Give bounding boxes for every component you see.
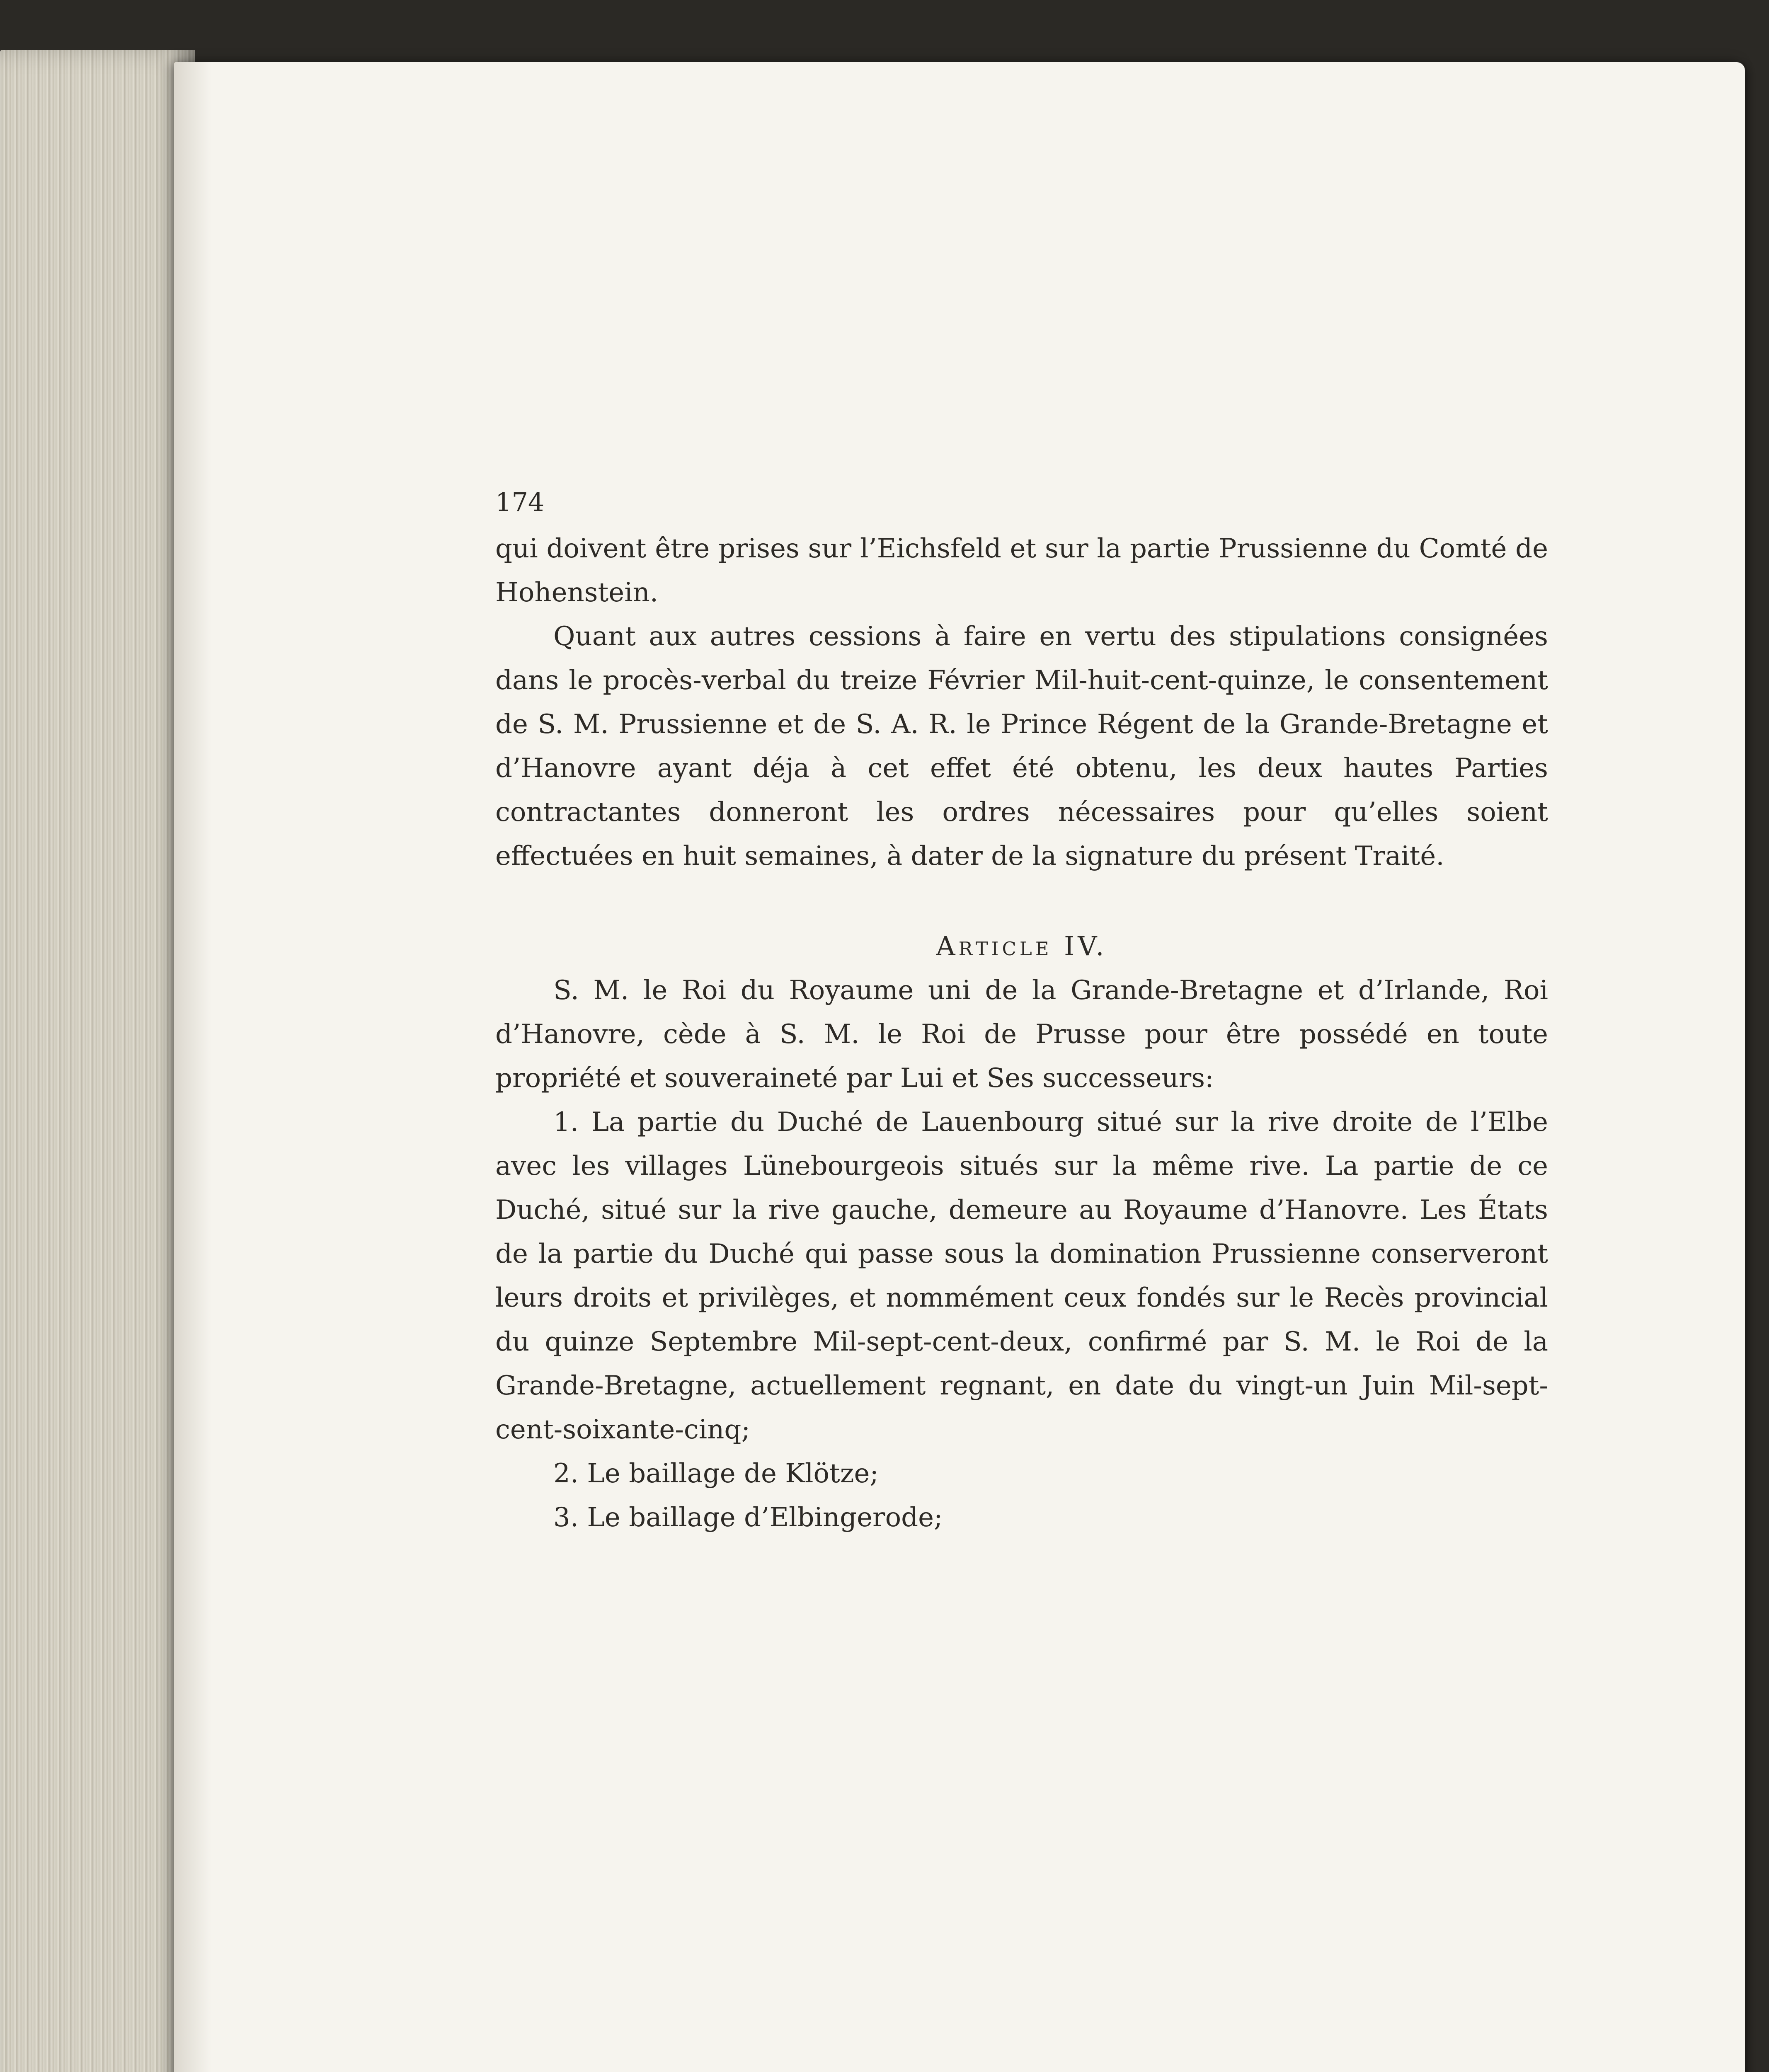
list-item: 3. Le baillage d’Elbingerode; (553, 1502, 943, 1533)
list-item: 2. Le baillage de Klötze; (553, 1458, 879, 1489)
article-intro: S. M. le Roi du Royaume uni de la Grande-Bretagne et d’Irlande, Roi d’Hanovre, cède à S. M. le Roi de Prusse pour être possédé en toute propriété et souveraineté par Lui et Ses successeurs: (495, 975, 1548, 1094)
page-number: 174 (495, 487, 545, 517)
article-heading: Article IV. (936, 931, 1107, 962)
list-item: 1. La partie du Duché de Lauenbourg situé sur la rive droite de l’Elbe avec les villages Lünebourgeois situés sur la même rive. La partie de ce Duché, situé sur la rive gauche, demeure au Royaume d’Hanovre. Les États de la partie du Duché qui passe sous la domination Prussienne conserveront leurs droits et privilèges, et nommément ceux fondés sur le Recès provincial du quinze Septembre Mil-sept-cent-deux, confirmé par S. M. le Roi de la Grande-Bretagne, actuellement regnant, en date du vingt-un Juin Mil-sept-cent-soixante-cinq; (495, 1107, 1548, 1445)
page-edges (0, 50, 195, 2072)
paragraph-cessions: Quant aux autres cessions à faire en vertu des stipulations consignées dans le procès-verbal du treize Février Mil-huit-cent-quinze, le consentement de S. M. Prussienne et de S. A. R. le Prince Régent de la Grande-Bretagne et d’Hanovre ayant déja à cet effet été obtenu, les deux hautes Parties contractantes donneront les ordres nécessaires pour qu’elles soient effectuées en huit semaines, à dater de la signature du présent Traité. (495, 621, 1548, 871)
paragraph-continuation: qui doivent être prises sur l’Eichsfeld et sur la partie Prussienne du Comté de Hohenstein. (495, 533, 1548, 608)
page-text (495, 483, 1548, 1539)
